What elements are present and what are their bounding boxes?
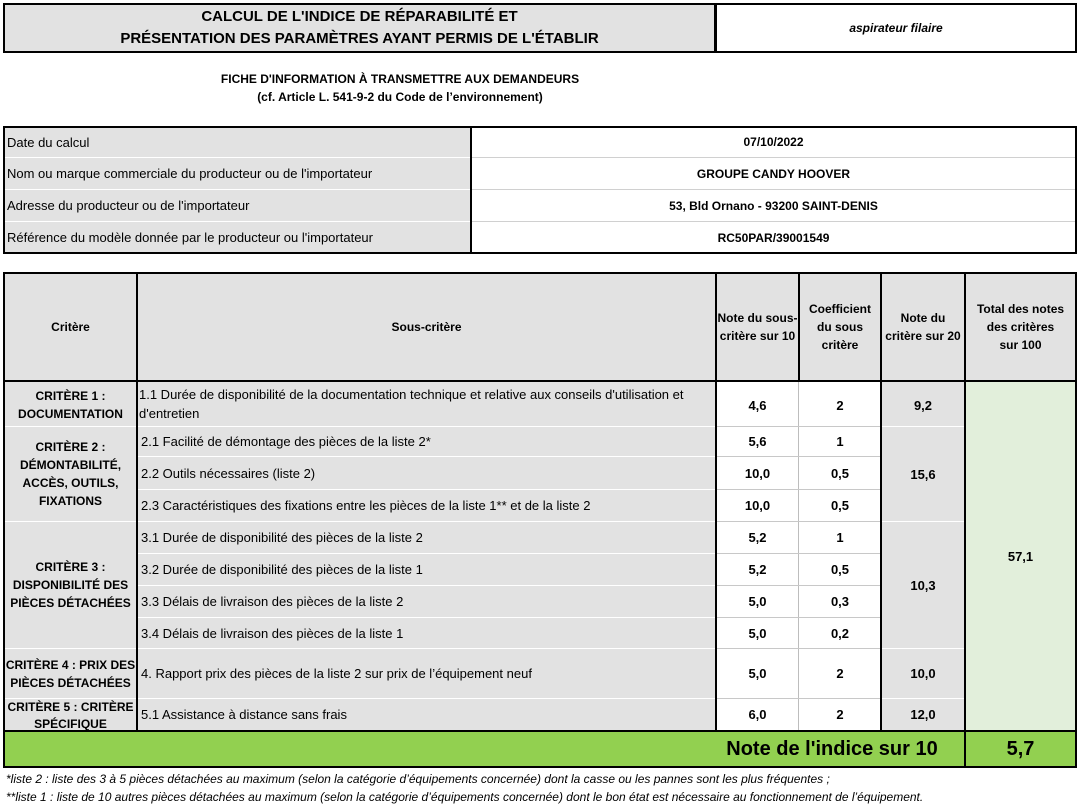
criterion-2-note: 15,6 bbox=[910, 466, 936, 482]
product-type: aspirateur filaire bbox=[849, 21, 943, 35]
criterion-3-line-1: CRITÈRE 3 : bbox=[35, 560, 106, 574]
note-1-1: 4,6 bbox=[748, 397, 767, 413]
sub-criterion-3-4: 3.4 Délais de livraison des pièces de la liste 1 bbox=[141, 625, 404, 641]
criterion-5-line-1: CRITÈRE 5 : CRITÈRE bbox=[7, 700, 134, 714]
note-3-1: 5,2 bbox=[748, 530, 767, 545]
coef-1-1: 2 bbox=[836, 397, 844, 413]
note-2-3: 10,0 bbox=[744, 498, 771, 513]
header-total-line-2: des critères bbox=[986, 320, 1055, 334]
sub-criterion-5-1: 5.1 Assistance à distance sans frais bbox=[141, 707, 347, 722]
sub-criterion-3-2: 3.2 Durée de disponibilité des pièces de la liste 1 bbox=[141, 562, 423, 577]
header-total bbox=[966, 274, 1075, 380]
criterion-1-note: 9,2 bbox=[913, 397, 933, 413]
date-value: 07/10/2022 bbox=[743, 135, 804, 149]
note-3-4: 5,0 bbox=[748, 625, 767, 641]
header-total-line-3: sur 100 bbox=[999, 338, 1042, 352]
header-coef-line-1: Coefficient bbox=[808, 302, 871, 316]
criterion-1-line-2: DOCUMENTATION bbox=[18, 407, 123, 421]
header-note-sous-critere bbox=[717, 274, 798, 380]
coef-5-1: 2 bbox=[836, 707, 844, 722]
header-coef-line-2: du sous bbox=[816, 320, 863, 334]
fiche-line-1: FICHE D'INFORMATION À TRANSMETTRE AUX DEMANDEURS bbox=[220, 72, 580, 86]
criterion-5-note: 12,0 bbox=[910, 707, 936, 722]
address-value: 53, Bld Ornano - 93200 SAINT-DENIS bbox=[669, 198, 878, 213]
header-coefficient bbox=[800, 274, 880, 380]
header-note-crit-line-2: critère sur 20 bbox=[885, 329, 961, 343]
footnote-liste-2: *liste 2 : liste des 3 à 5 pièces détachées au maximum (selon la catégorie d’équipements concernée) dont la casse ou les pannes sont les plus fréquentes ; bbox=[6, 772, 830, 786]
header-sous-critere: Sous-critère bbox=[391, 320, 462, 334]
criterion-3-label bbox=[5, 522, 136, 648]
title-line-2: PRÉSENTATION DES PARAMÈTRES AYANT PERMIS DE L'ÉTABLIR bbox=[120, 30, 599, 47]
reference-value: RC50PAR/39001549 bbox=[717, 230, 830, 245]
sub-criterion-1-1-line-1: 1.1 Durée de disponibilité de la documentation technique et relative aux conseils d'utilisation et bbox=[139, 387, 684, 402]
coef-3-3: 0,3 bbox=[830, 594, 850, 609]
address-label: Adresse du producteur ou de l'importateur bbox=[7, 198, 250, 213]
index-value: 5,7 bbox=[1006, 737, 1035, 760]
criterion-2-line-1: CRITÈRE 2 : bbox=[35, 440, 106, 454]
total-notes-value: 57,1 bbox=[1007, 548, 1034, 564]
criterion-2-line-3: ACCÈS, OUTILS, bbox=[22, 476, 119, 490]
fiche-heading bbox=[3, 70, 797, 106]
producer-label: Nom ou marque commerciale du producteur ou de l'importateur bbox=[7, 166, 373, 181]
reference-label: Référence du modèle donnée par le producteur ou l'importateur bbox=[7, 230, 373, 245]
criterion-4-note: 10,0 bbox=[910, 666, 936, 681]
note-2-2: 10,0 bbox=[744, 465, 771, 481]
coef-3-1: 1 bbox=[836, 530, 844, 545]
criterion-2-line-2: DÉMONTABILITÉ, bbox=[19, 458, 122, 472]
fiche-line-2: (cf. Article L. 541-9-2 du Code de l’environnement) bbox=[257, 90, 543, 104]
title-line-1: CALCUL DE L'INDICE DE RÉPARABILITÉ ET bbox=[201, 8, 518, 25]
criterion-1-label bbox=[5, 384, 136, 426]
coef-3-2: 0,5 bbox=[830, 562, 850, 577]
criterion-3-line-3: PIÈCES DÉTACHÉES bbox=[10, 596, 131, 610]
sub-criterion-2-1: 2.1 Facilité de démontage des pièces de la liste 2* bbox=[141, 434, 431, 449]
criterion-4-line-1: CRITÈRE 4 : PRIX DES bbox=[5, 657, 136, 672]
header-note-sous-line-2: critère sur 10 bbox=[719, 329, 796, 343]
header-note-critere bbox=[882, 274, 964, 380]
index-label: Note de l'indice sur 10 bbox=[726, 737, 938, 760]
sub-criterion-2-3: 2.3 Caractéristiques des fixations entre les pièces de la liste 1** et de la liste 2 bbox=[141, 498, 591, 513]
coef-4: 2 bbox=[836, 666, 844, 681]
footnote-liste-1: **liste 1 : liste de 10 autres pièces détachées au maximum (selon la catégorie d’équipements concernée) dont le bon état est nécessaire au fonctionnement de l’équipement. bbox=[6, 790, 924, 804]
criterion-3-line-2: DISPONIBILITÉ DES bbox=[12, 578, 129, 592]
header-critere: Critère bbox=[51, 320, 90, 334]
coef-3-4: 0,2 bbox=[830, 625, 850, 641]
header-coef-line-3: critère bbox=[821, 338, 859, 352]
criterion-2-line-4: FIXATIONS bbox=[38, 494, 103, 508]
sub-criterion-1-1-line-2: d'entretien bbox=[139, 406, 200, 421]
sub-criterion-3-1: 3.1 Durée de disponibilité des pièces de la liste 2 bbox=[141, 530, 423, 545]
criterion-4-line-2: PIÈCES DÉTACHÉES bbox=[10, 675, 131, 690]
note-5-1: 6,0 bbox=[748, 707, 767, 722]
producer-value: GROUPE CANDY HOOVER bbox=[696, 166, 851, 181]
sub-criterion-4: 4. Rapport prix des pièces de la liste 2 sur prix de l’équipement neuf bbox=[141, 666, 532, 681]
sub-criterion-3-3: 3.3 Délais de livraison des pièces de la liste 2 bbox=[141, 594, 404, 609]
criterion-1-line-1: CRITÈRE 1 : bbox=[35, 389, 106, 403]
product-type-box bbox=[715, 3, 1077, 53]
criterion-5-line-2: SPÉCIFIQUE bbox=[34, 717, 107, 730]
coef-2-1: 1 bbox=[836, 434, 844, 449]
sub-criterion-2-2: 2.2 Outils nécessaires (liste 2) bbox=[141, 465, 316, 481]
date-label: Date du calcul bbox=[7, 134, 90, 150]
coef-2-2: 0,5 bbox=[830, 465, 850, 481]
criterion-2-label bbox=[5, 427, 136, 521]
coef-2-3: 0,5 bbox=[830, 498, 850, 513]
note-3-3: 5,0 bbox=[748, 594, 767, 609]
note-2-1: 5,6 bbox=[748, 434, 767, 449]
header-total-line-1: Total des notes bbox=[976, 302, 1065, 316]
criterion-4-label bbox=[5, 649, 136, 698]
note-3-2: 5,2 bbox=[748, 562, 767, 577]
sub-criterion-1-1 bbox=[139, 385, 714, 425]
note-4: 5,0 bbox=[748, 666, 767, 681]
header-note-sous-line-1: Note du sous- bbox=[717, 311, 798, 325]
criterion-5-label bbox=[5, 699, 136, 730]
header-note-crit-line-1: Note du bbox=[900, 311, 946, 325]
criterion-3-note: 10,3 bbox=[910, 577, 936, 593]
title-box bbox=[3, 3, 716, 53]
